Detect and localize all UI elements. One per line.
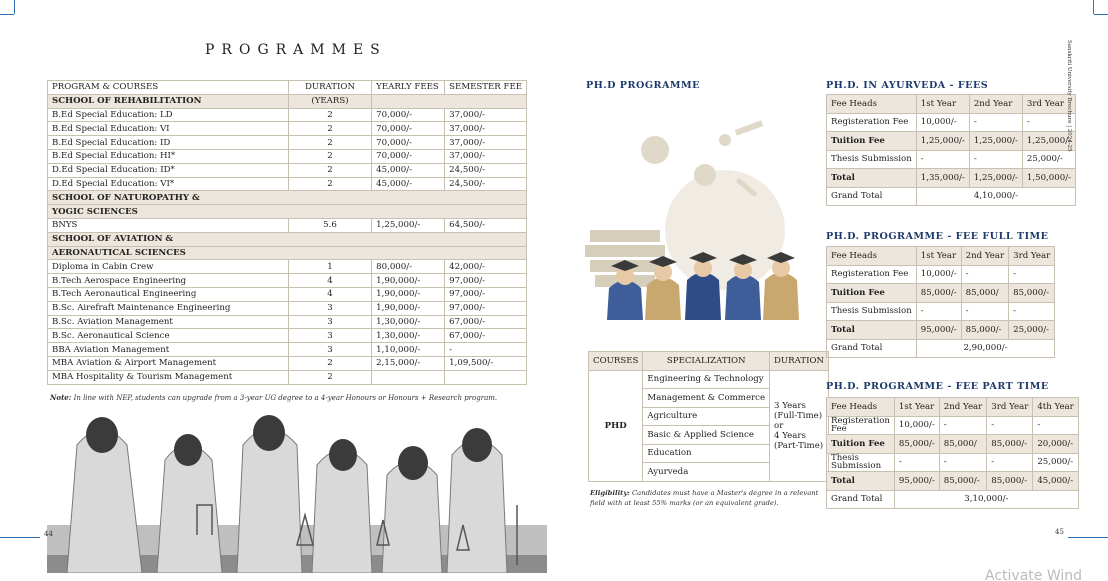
- course-duration: 2: [288, 356, 371, 370]
- activate-windows-watermark: Activate Wind: [985, 568, 1083, 581]
- course-yearly-fee: 80,000/-: [372, 260, 445, 274]
- fee-row: [827, 472, 1079, 491]
- full-time-fees-heading: PH.D. PROGRAMME - FEE FULL TIME: [826, 231, 1049, 242]
- brochure-spine-text: Sanskriti University Brochure | 2024-25: [1066, 40, 1072, 152]
- fee-amount: 85,000/-: [961, 321, 1008, 340]
- course-name: D.Ed Special Education: VI*: [48, 177, 289, 191]
- fee-header-row: [827, 398, 1079, 417]
- duration-unit: (YEARS): [288, 94, 371, 108]
- fee-amount: 10,000/-: [894, 416, 939, 435]
- col-yearly: YEARLY FEES: [372, 81, 445, 95]
- course-row: [48, 177, 527, 191]
- course-yearly-fee: 1,30,000/-: [372, 315, 445, 329]
- part-time-fee-table: [826, 397, 1079, 509]
- course-semester-fee: 97,000/-: [445, 301, 527, 315]
- course-row: [48, 163, 527, 177]
- course-name: D.Ed Special Education: ID*: [48, 163, 289, 177]
- fee-amount: -: [987, 453, 1033, 472]
- col-specialization: SPECIALIZATION: [643, 352, 770, 371]
- course-semester-fee: 97,000/-: [445, 287, 527, 301]
- course-duration: 3: [288, 301, 371, 315]
- course-yearly-fee: 1,90,000/-: [372, 274, 445, 288]
- fee-header-cell: 2nd Year: [939, 398, 986, 417]
- course-duration: 2: [288, 136, 371, 150]
- course-name: B.Tech Aeronautical Engineering: [48, 287, 289, 301]
- course-name: B.Sc. Aeronautical Science: [48, 329, 289, 343]
- crop-mark: [1094, 14, 1108, 15]
- fee-amount: 85,000/: [961, 284, 1008, 303]
- fee-row: [827, 435, 1079, 454]
- crop-mark: [0, 14, 14, 15]
- section-name: SCHOOL OF REHABILITATION: [48, 94, 289, 108]
- grand-total-value: 4,10,000/-: [916, 187, 1075, 206]
- phd-specialization-table: [588, 351, 829, 482]
- fee-head-label: Total: [827, 321, 917, 340]
- fee-row: [827, 150, 1076, 169]
- ayurveda-fee-table: [826, 94, 1076, 206]
- course-semester-fee: 37,000/-: [445, 122, 527, 136]
- fee-header-cell: 1st Year: [916, 95, 969, 114]
- fee-head-label: Thesis Submission: [827, 453, 895, 472]
- fee-amount: -: [1033, 416, 1078, 435]
- fee-amount: 95,000/-: [894, 472, 939, 491]
- fee-amount: 85,000/: [939, 435, 986, 454]
- course-name: B.Ed Special Education: HI*: [48, 149, 289, 163]
- course-row: [48, 343, 527, 357]
- programmes-fee-table: [47, 80, 527, 385]
- fee-amount: -: [939, 453, 986, 472]
- col-duration: DURATION: [288, 81, 371, 95]
- course-duration: 4: [288, 287, 371, 301]
- course-row: [48, 274, 527, 288]
- fee-header-cell: 3rd Year: [1009, 247, 1055, 266]
- section-spacer: [372, 94, 527, 108]
- fee-amount: -: [916, 150, 969, 169]
- fee-amount: 10,000/-: [916, 113, 969, 132]
- fee-amount: 1,25,000/-: [1022, 132, 1075, 151]
- fee-amount: 25,000/-: [1033, 453, 1078, 472]
- course-name: B.Ed Special Education: VI: [48, 122, 289, 136]
- course-semester-fee: 67,000/-: [445, 329, 527, 343]
- course-name: MBA Hospitality & Tourism Management: [48, 370, 289, 384]
- nep-note: Note: In line with NEP, students can upgrade from a 3-year UG degree to a 4-year Honours or Honours + Research program.: [50, 393, 498, 402]
- fee-header-cell: 2nd Year: [969, 95, 1022, 114]
- fee-row: [827, 113, 1076, 132]
- fee-row: [827, 321, 1055, 340]
- fee-header-cell: 3rd Year: [987, 398, 1033, 417]
- course-name: B.Ed Special Education: ID: [48, 136, 289, 150]
- fee-amount: 85,000/-: [1009, 284, 1055, 303]
- fee-amount: 45,000/-: [1033, 472, 1078, 491]
- course-yearly-fee: 70,000/-: [372, 136, 445, 150]
- fee-amount: 1,25,000/-: [969, 169, 1022, 188]
- fee-head-label: Registeration Fee: [827, 416, 895, 435]
- crop-mark: [14, 0, 15, 14]
- section-name: SCHOOL OF NATUROPATHY &: [48, 191, 527, 205]
- fee-amount: 1,50,000/-: [1022, 169, 1075, 188]
- course-row: [48, 149, 527, 163]
- lab-students-photo: [47, 405, 547, 573]
- section-name: SCHOOL OF AVIATION &: [48, 232, 527, 246]
- fee-header-cell: Fee Heads: [827, 247, 917, 266]
- crop-mark: [1068, 537, 1108, 538]
- fee-header-cell: 1st Year: [894, 398, 939, 417]
- course-row: [48, 218, 527, 232]
- course-semester-fee: 64,500/-: [445, 218, 527, 232]
- eligibility-note: Eligibility: Candidates must have a Master's degree in a relevant field with at least 55% marks (or an equivalent grade).: [590, 489, 819, 507]
- fee-header-cell: Fee Heads: [827, 398, 895, 417]
- fee-head-label: Total: [827, 472, 895, 491]
- course-name: B.Sc. Aviation Management: [48, 315, 289, 329]
- fee-head-label: Total: [827, 169, 917, 188]
- col-program: PROGRAM & COURSES: [48, 81, 289, 95]
- course-row: [48, 260, 527, 274]
- course-semester-fee: 97,000/-: [445, 274, 527, 288]
- fee-amount: -: [969, 150, 1022, 169]
- fee-amount: -: [1009, 302, 1055, 321]
- fee-header-cell: 4th Year: [1033, 398, 1078, 417]
- grand-total-value: 2,90,000/-: [916, 339, 1054, 358]
- course-duration: 5.6: [288, 218, 371, 232]
- grand-total-row: [827, 490, 1079, 509]
- phd-programme-heading: PH.D PROGRAMME: [586, 80, 700, 91]
- duration-cell: 3 Years (Full-Time) or 4 Years (Part-Time): [770, 370, 829, 481]
- full-time-fee-table: [826, 246, 1055, 358]
- course-row: [48, 122, 527, 136]
- fee-amount: 1,35,000/-: [916, 169, 969, 188]
- course-row: [48, 301, 527, 315]
- fee-header-cell: 2nd Year: [961, 247, 1008, 266]
- grand-total-label: Grand Total: [827, 339, 917, 358]
- fee-amount: 85,000/-: [939, 472, 986, 491]
- fee-row: [827, 416, 1079, 435]
- course-semester-fee: 42,000/-: [445, 260, 527, 274]
- page-title: PROGRAMMES: [205, 42, 387, 58]
- fee-header-row: [827, 95, 1076, 114]
- course-duration: 3: [288, 329, 371, 343]
- fee-amount: -: [916, 302, 961, 321]
- course-duration: 2: [288, 149, 371, 163]
- fee-amount: 25,000/-: [1022, 150, 1075, 169]
- fee-amount: 20,000/-: [1033, 435, 1078, 454]
- specialization-item: Management & Commerce: [643, 389, 770, 408]
- section-name: YOGIC SCIENCES: [48, 205, 527, 219]
- fee-amount: 1,25,000/-: [916, 132, 969, 151]
- course-row: [48, 108, 527, 122]
- course-duration: 2: [288, 163, 371, 177]
- specialization-item: Education: [643, 444, 770, 463]
- course-name: BBA Aviation Management: [48, 343, 289, 357]
- grand-total-value: 3,10,000/-: [894, 490, 1078, 509]
- section-row: [48, 232, 527, 246]
- fee-head-label: Thesis Submission: [827, 150, 917, 169]
- fee-head-label: Tuition Fee: [827, 132, 917, 151]
- course-name: B.Sc. Airefraft Maintenance Engineering: [48, 301, 289, 315]
- course-duration: 2: [288, 177, 371, 191]
- fee-row: [827, 302, 1055, 321]
- grand-total-label: Grand Total: [827, 187, 917, 206]
- fee-row: [827, 169, 1076, 188]
- fee-amount: 10,000/-: [916, 265, 961, 284]
- course-semester-fee: 37,000/-: [445, 108, 527, 122]
- course-name: BNYS: [48, 218, 289, 232]
- fee-amount: -: [939, 416, 986, 435]
- course-row: [48, 136, 527, 150]
- fee-amount: 85,000/-: [987, 472, 1033, 491]
- course-yearly-fee: 70,000/-: [372, 108, 445, 122]
- grand-total-row: [827, 339, 1055, 358]
- course-name: B.Tech Aerospace Engineering: [48, 274, 289, 288]
- fee-row: [827, 453, 1079, 472]
- course-duration: 1: [288, 260, 371, 274]
- course-row: [48, 287, 527, 301]
- fee-row: [827, 132, 1076, 151]
- course-yearly-fee: 45,000/-: [372, 163, 445, 177]
- page-number: 45: [1055, 528, 1064, 536]
- course-yearly-fee: 70,000/-: [372, 149, 445, 163]
- specialization-item: Ayurveda: [643, 463, 770, 482]
- course-yearly-fee: [372, 370, 445, 384]
- course-semester-fee: 24,500/-: [445, 163, 527, 177]
- course-yearly-fee: 1,90,000/-: [372, 287, 445, 301]
- course-semester-fee: 24,500/-: [445, 177, 527, 191]
- ayurveda-fees-heading: PH.D. IN AYURVEDA - FEES: [826, 80, 989, 91]
- fee-amount: -: [961, 302, 1008, 321]
- grand-total-label: Grand Total: [827, 490, 895, 509]
- fee-amount: 85,000/-: [987, 435, 1033, 454]
- course-semester-fee: 37,000/-: [445, 149, 527, 163]
- course-phd: PHD: [589, 370, 643, 481]
- course-semester-fee: [445, 370, 527, 384]
- course-yearly-fee: 1,10,000/-: [372, 343, 445, 357]
- course-duration: 2: [288, 108, 371, 122]
- part-time-fees-heading: PH.D. PROGRAMME - FEE PART TIME: [826, 381, 1049, 392]
- grand-total-row: [827, 187, 1076, 206]
- section-row: [48, 246, 527, 260]
- fee-amount: -: [894, 453, 939, 472]
- course-yearly-fee: 1,25,000/-: [372, 218, 445, 232]
- fee-row: [827, 265, 1055, 284]
- fee-head-label: Registeration Fee: [827, 265, 917, 284]
- course-semester-fee: 37,000/-: [445, 136, 527, 150]
- fee-amount: -: [1009, 265, 1055, 284]
- section-name: AERONAUTICAL SCIENCES: [48, 246, 527, 260]
- course-name: B.Ed Special Education: LD: [48, 108, 289, 122]
- fee-amount: 85,000/-: [916, 284, 961, 303]
- course-yearly-fee: 1,30,000/-: [372, 329, 445, 343]
- crop-mark: [1093, 0, 1094, 14]
- course-name: Diploma in Cabin Crew: [48, 260, 289, 274]
- course-yearly-fee: 45,000/-: [372, 177, 445, 191]
- fee-amount: -: [1022, 113, 1075, 132]
- fee-amount: 1,25,000/-: [969, 132, 1022, 151]
- col-courses: COURSES: [589, 352, 643, 371]
- course-duration: 2: [288, 122, 371, 136]
- fee-amount: 25,000/-: [1009, 321, 1055, 340]
- specialization-item: Agriculture: [643, 407, 770, 426]
- section-row: [48, 94, 527, 108]
- course-duration: 3: [288, 315, 371, 329]
- col-duration: DURATION: [770, 352, 829, 371]
- fee-header-cell: 3rd Year: [1022, 95, 1075, 114]
- course-yearly-fee: 2,15,000/-: [372, 356, 445, 370]
- fee-header-cell: Fee Heads: [827, 95, 917, 114]
- fee-head-label: Tuition Fee: [827, 435, 895, 454]
- fee-amount: -: [987, 416, 1033, 435]
- course-yearly-fee: 70,000/-: [372, 122, 445, 136]
- course-name: MBA Aviation & Airport Management: [48, 356, 289, 370]
- section-row: [48, 191, 527, 205]
- section-row: [48, 205, 527, 219]
- col-semester: SEMESTER FEE: [445, 81, 527, 95]
- crop-mark: [0, 537, 40, 538]
- fee-head-label: Registeration Fee: [827, 113, 917, 132]
- course-row: [48, 356, 527, 370]
- fee-header-row: [827, 247, 1055, 266]
- page-number: 44: [44, 530, 53, 538]
- course-duration: 4: [288, 274, 371, 288]
- specialization-item: Engineering & Technology: [643, 370, 770, 389]
- fee-amount: -: [969, 113, 1022, 132]
- course-row: [48, 315, 527, 329]
- fee-amount: 85,000/-: [894, 435, 939, 454]
- course-duration: 3: [288, 343, 371, 357]
- fee-amount: 95,000/-: [916, 321, 961, 340]
- fee-header-cell: 1st Year: [916, 247, 961, 266]
- fee-amount: -: [961, 265, 1008, 284]
- course-row: [48, 329, 527, 343]
- course-yearly-fee: 1,90,000/-: [372, 301, 445, 315]
- graduation-illustration: [585, 110, 813, 320]
- course-duration: 2: [288, 370, 371, 384]
- fee-head-label: Tuition Fee: [827, 284, 917, 303]
- fee-head-label: Thesis Submission: [827, 302, 917, 321]
- fee-row: [827, 284, 1055, 303]
- course-semester-fee: -: [445, 343, 527, 357]
- course-semester-fee: 67,000/-: [445, 315, 527, 329]
- course-row: [48, 370, 527, 384]
- specialization-item: Basic & Applied Science: [643, 426, 770, 445]
- course-semester-fee: 1,09,500/-: [445, 356, 527, 370]
